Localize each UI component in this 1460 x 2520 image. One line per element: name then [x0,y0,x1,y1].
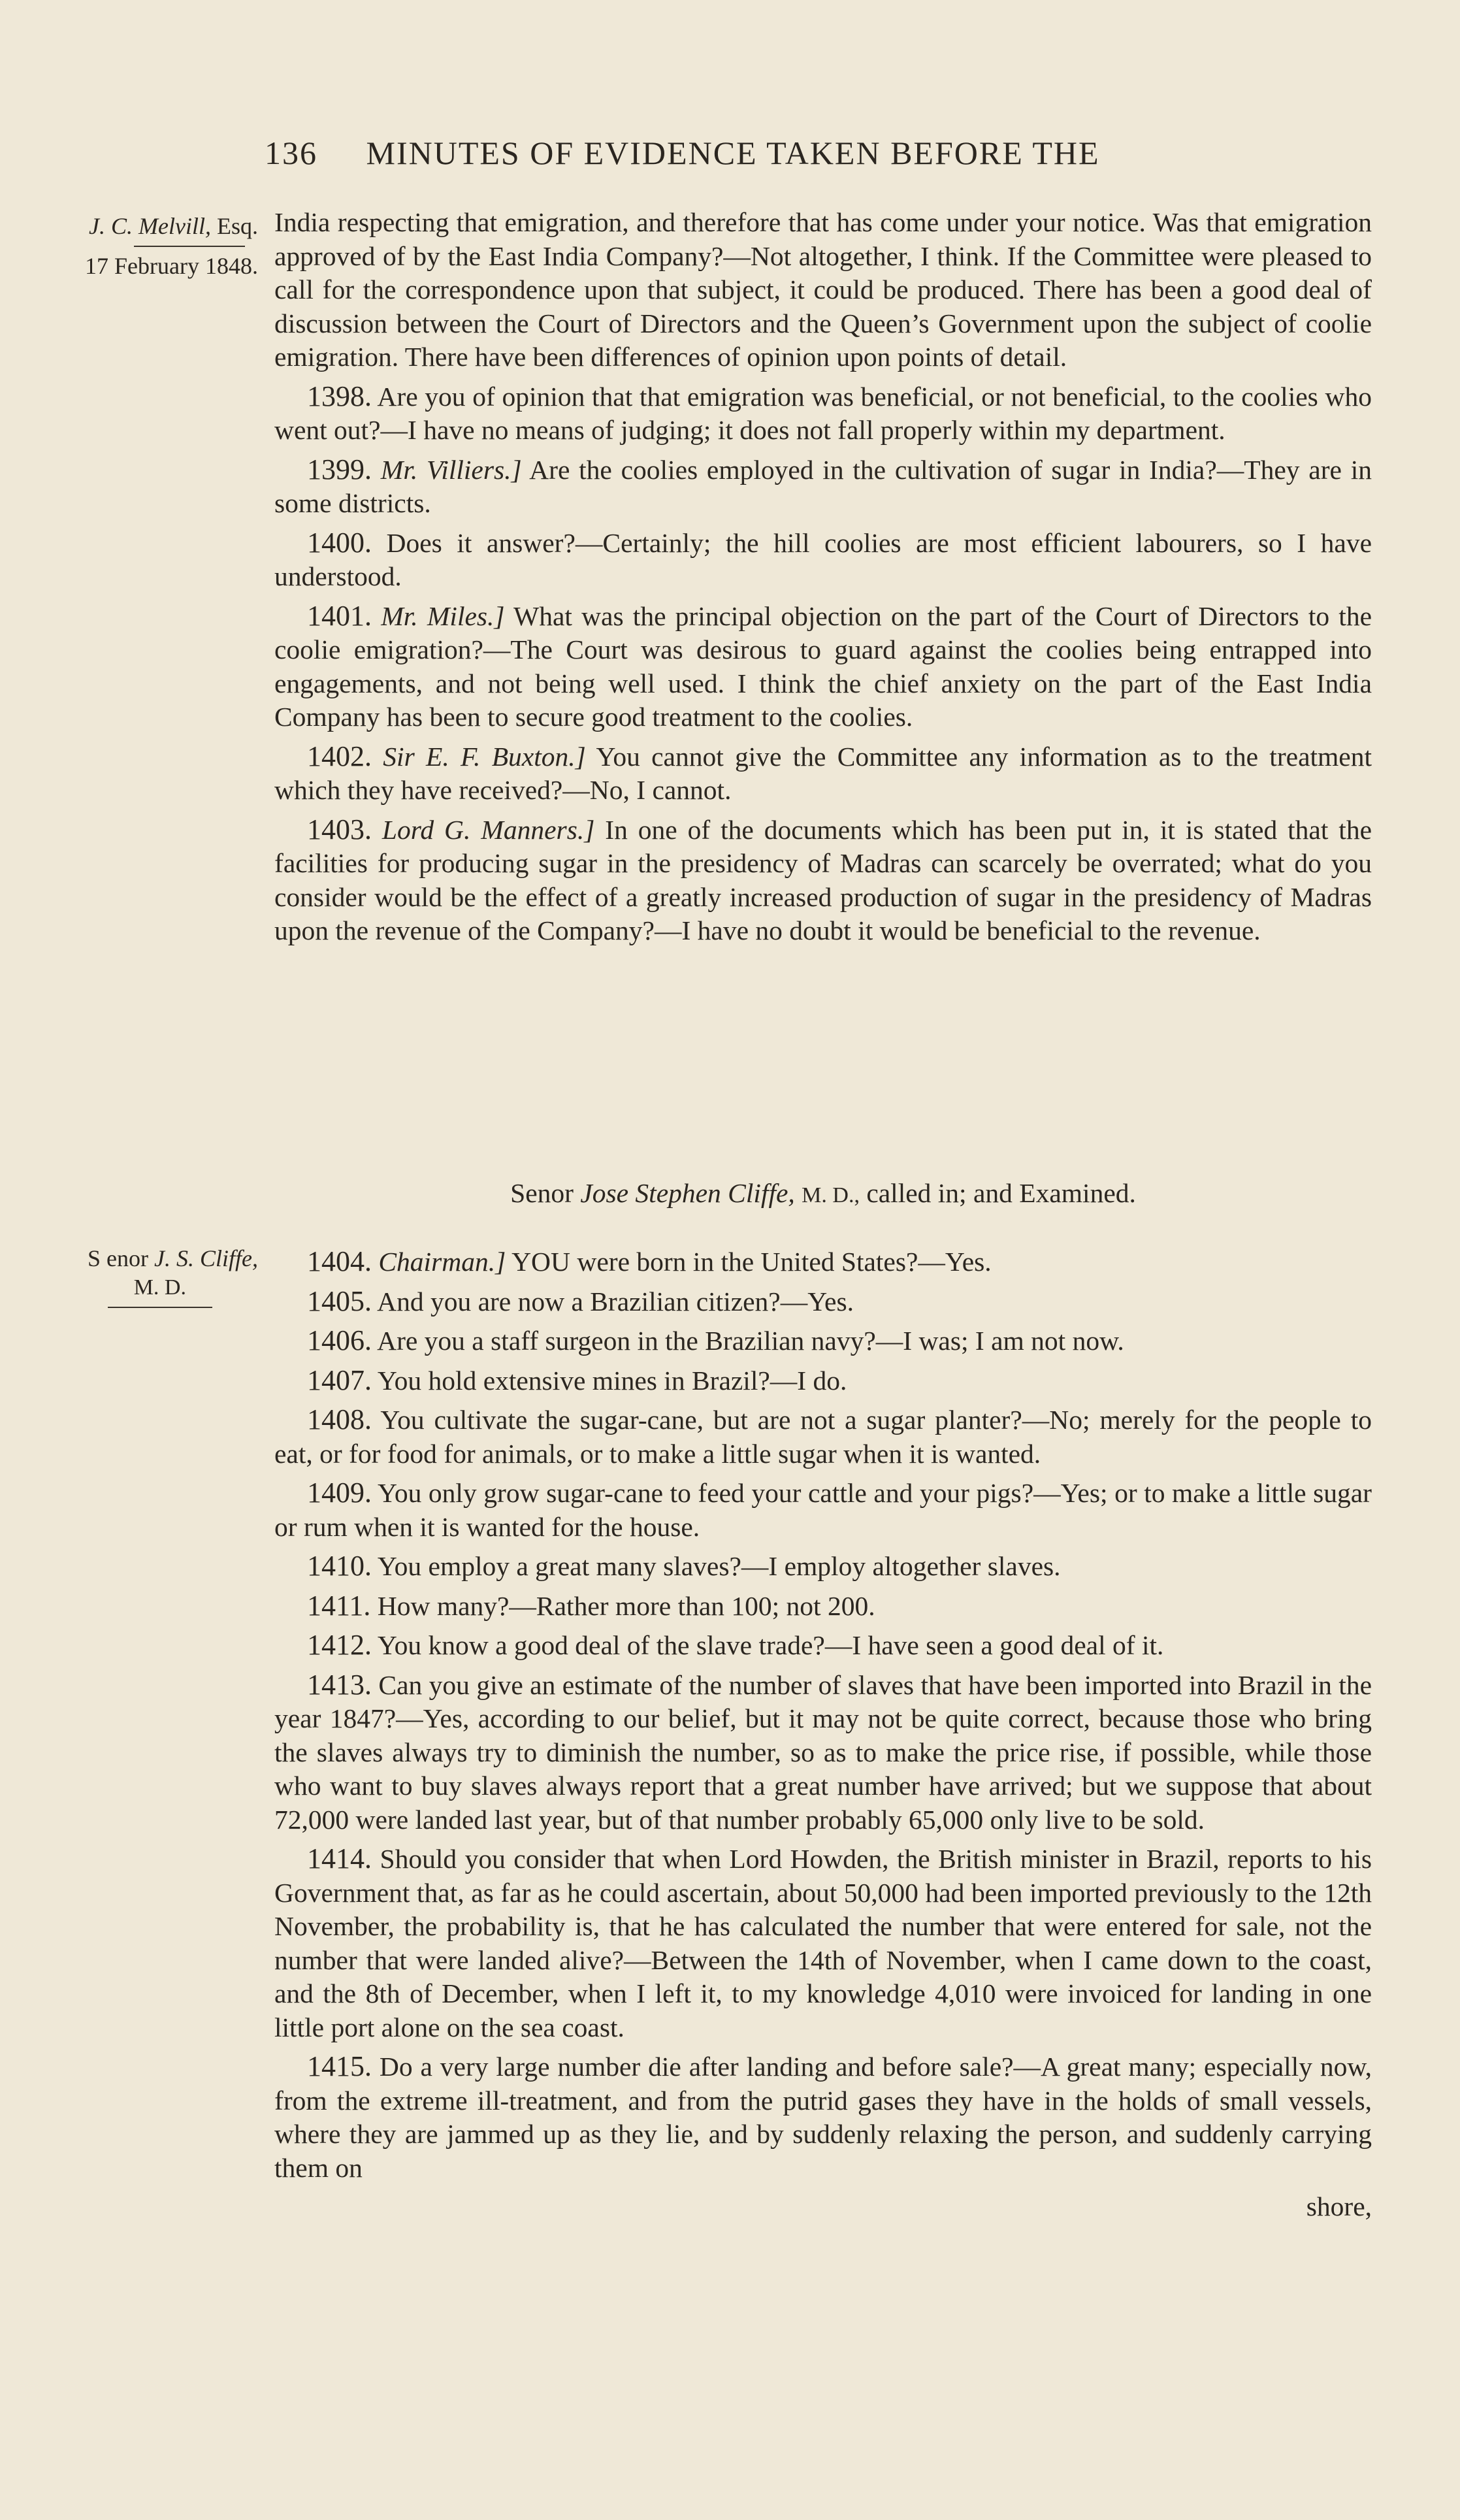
opening-paragraph: India respecting that emigration, and therefore that has come under your notice. Was that emigration approved of by the East India Company?—Not altogether, I think. If the Committee were pleased to call for the correspondence upon that subject, it could be produced. There has been a good deal of discussion between the Court of Directors and the Queen’s Government upon the subject of coolie emigration. There have been differences of opinion upon points of detail. [274,207,1372,372]
question-1408: 1408. You cultivate the sugar-cane, but are not a sugar planter?—No; merely for the people to eat, or for food for animals, or to make a little sugar when it is wanted. [274,1403,1372,1469]
question-1402: 1402. Sir E. F. Buxton.] You cannot give the Committee any information as to the treatment which they have received?—No, I cannot. [274,740,1372,805]
page-header [265,134,1244,172]
margin-rule-1 [134,246,245,247]
margin-rule-2 [108,1307,212,1308]
question-1400: 1400. Does it answer?—Certainly; the hill coolies are most efficient labourers, so I have understood. [274,526,1372,591]
question-1409: 1409. You only grow sugar-cane to feed your cattle and your pigs?—Yes; or to make a little sugar or rum when it is wanted for the house. [274,1477,1372,1542]
margin-witness-2-prefix: S enor [88,1245,149,1271]
page-number: 136 [265,135,317,171]
question-1414: 1414. Should you consider that when Lord Howden, the British minister in Brazil, reports to his Government that, as far as he could ascertain, about 50,000 had been imported previously to the 12th November, the probability is, that he has calculated the number that were entered for sale, not the number that were landed alive?—Between the 14th of November, when I came down to the coast, and the 8th of December, when I left it, to my knowledge 4,010 were invoiced for landing in one little port alone on the sea coast. [274,1842,1372,2042]
question-1398: 1398. Are you of opinion that that emigration was beneficial, or not beneficial, to the coolies who went out?—I have no means of judging; it does not fall properly within my department. [274,380,1372,445]
question-1413: 1413. Can you give an estimate of the number of slaves that have been imported into Brazil in the year 1847?—Yes, according to our belief, but it may not be quite correct, because those who bring the slaves always try to diminish the number, so as to make the price rise, if possible, while those who want to buy slaves always report that a great number have arrived; but we suppose that about 72,000 were landed last year, but of that number probably 65,000 only live to be sold. [274,1668,1372,1835]
question-1407: 1407. You hold extensive mines in Brazil?—I do. [307,1364,847,1396]
question-1411: 1411. How many?—Rather more than 100; not 200. [307,1589,875,1622]
question-1412: 1412. You know a good deal of the slave trade?—I have seen a good deal of it. [307,1629,1164,1661]
margin-date: 17 February 1848. [85,253,258,280]
question-1404: 1404. Chairman.] YOU were born in the United States?—Yes. [307,1245,992,1277]
question-1415: 1415. Do a very large number die after landing and before sale?—A great many; especially now, from the extreme ill-treatment, and from the putrid gases they have in the holds of small vessels, where they are jammed up as they lie, and by suddenly relaxing the person, and suddenly carrying them on [274,2050,1372,2183]
margin-witness-1-name: J. C. Melvill, [89,213,211,239]
margin-witness-2-suffix: M. D. [133,1275,186,1300]
margin-witness-2 [39,1245,258,1313]
question-1405: 1405. And you are now a Brazilian citizen?—Yes. [307,1285,854,1317]
running-title: MINUTES OF EVIDENCE TAKEN BEFORE THE [366,135,1100,171]
question-1406: 1406. Are you a staff surgeon in the Brazilian navy?—I was; I am not now. [307,1324,1124,1356]
question-1401: 1401. Mr. Miles.] What was the principal objection on the part of the Court of Directors to the coolie emigration?—The Court was desirous to guard against the coolies being entrapped into engagements, and not being well used. I think the chief anxiety on the part of the East India Company has been to secure good treatment to the coolies. [274,599,1372,732]
evidence-section-2 [274,1245,1372,2224]
witness-heading: Senor Jose Stephen Cliffe, M. D., called in; and Examined. [510,1178,1136,1208]
catchword: shore, [1306,2191,1372,2221]
question-1403: 1403. Lord G. Manners.] In one of the documents which has been put in, it is stated that the facilities for producing sugar in the presidency of Madras can scarcely be overrated; what do you consider would be the effect of a greatly increased production of sugar in the presidency of Madras upon the revenue of the Company?—I have no doubt it would be beneficial to the revenue. [274,813,1372,945]
question-1399: 1399. Mr. Villiers.] Are the coolies employed in the cultivation of sugar in India?—They are in some districts. [274,453,1372,518]
evidence-section-1 [274,206,1372,953]
margin-witness-1-suffix: Esq. [217,213,258,239]
margin-witness-1 [39,212,258,280]
margin-witness-2-name: J. S. Cliffe, [154,1245,258,1271]
question-1410: 1410. You employ a great many slaves?—I employ altogether slaves. [307,1550,1061,1582]
